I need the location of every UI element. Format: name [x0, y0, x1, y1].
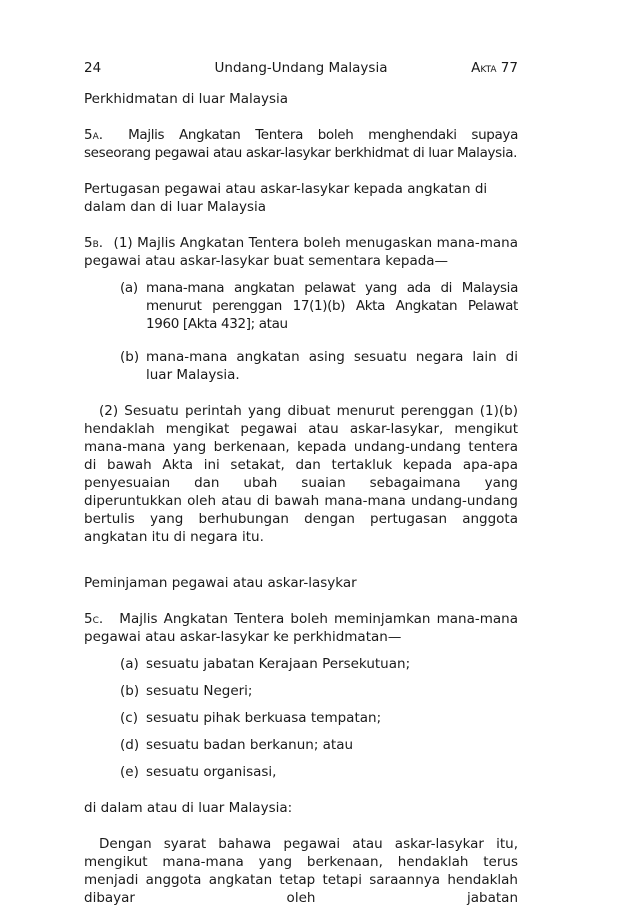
document-page	[84, 60, 518, 907]
page-number: 24	[84, 60, 102, 76]
item-text: mana-mana angkatan pelawat yang ada di Malaysia menurut perenggan 17(1)(b) Akta Angkatan Pelawat 1960 [Akta 432]; atau	[146, 280, 518, 332]
item-text: mana-mana angkatan asing sesuatu negara lain di luar Malaysia.	[146, 349, 518, 383]
header-title: Undang-Undang Malaysia	[214, 60, 388, 76]
section-5b	[84, 234, 518, 270]
item-label: (d)	[120, 737, 140, 753]
section-5a-number: 5a.	[84, 127, 104, 143]
heading-secondment: Peminjaman pegawai atau askar-lasykar	[84, 575, 357, 591]
heading-service-abroad: Perkhidmatan di luar Malaysia	[84, 91, 289, 107]
heading-assignment: Pertugasan pegawai atau askar-lasykar kepada angkatan di dalam dan di luar Malaysia	[84, 181, 488, 215]
running-header	[84, 60, 518, 84]
item-label: (e)	[120, 764, 139, 780]
item-text: sesuatu organisasi,	[146, 764, 277, 780]
section-5c-item-d	[84, 736, 518, 754]
item-label: (b)	[120, 349, 140, 365]
item-label: (a)	[120, 280, 138, 296]
section-5c-tail: di dalam atau di luar Malaysia:	[84, 800, 293, 816]
section-5b-item-a	[84, 279, 518, 333]
item-text: sesuatu Negeri;	[146, 683, 253, 699]
section-5c-item-c	[84, 709, 518, 727]
item-label: (c)	[120, 710, 138, 726]
section-5a-text: Majlis Angkatan Tentera boleh menghendaki supaya seseorang pegawai atau askar-lasykar berkhidmat di luar Malaysia.	[84, 127, 518, 161]
section-5b-item-b	[84, 348, 518, 384]
proviso: Dengan syarat bahawa pegawai atau askar-lasykar itu, mengikut mana-mana yang berkenaan, hendaklah terus menjadi anggota angkatan tetap tetapi saraannya hendaklah dibayar oleh jabatan	[84, 836, 518, 906]
section-5c	[84, 610, 518, 646]
section-5b-text: (1) Majlis Angkatan Tentera boleh menugaskan mana-mana pegawai atau askar-lasykar buat sementara kepada—	[84, 235, 518, 269]
section-5b-subsection-2: (2) Sesuatu perintah yang dibuat menurut perenggan (1)(b) hendaklah mengikat pegawai atau askar-lasykar, mengikut mana-mana yang berkenaan, kepada undang-undang tentera di bawah Akta ini setakat, dan tertakluk kepada apa-apa penyesuaian dan ubah suaian sebagaimana yang diperuntukkan oleh atau di bawah mana-mana undang-undang bertulis yang berhubungan dengan pertugasan anggota angkatan itu di negara itu.	[84, 403, 518, 545]
item-text: sesuatu pihak berkuasa tempatan;	[146, 710, 382, 726]
section-5c-text: Majlis Angkatan Tentera boleh meminjamkan mana-mana pegawai atau askar-lasykar ke perkhidmatan—	[84, 611, 518, 645]
section-5c-number: 5c.	[84, 611, 104, 627]
section-5c-item-a	[84, 655, 518, 673]
item-label: (b)	[120, 683, 140, 699]
item-text: sesuatu badan berkanun; atau	[146, 737, 354, 753]
section-5b-number: 5b.	[84, 235, 104, 251]
section-5c-item-b	[84, 682, 518, 700]
item-label: (a)	[120, 656, 139, 672]
header-act: Akta 77	[471, 60, 518, 76]
item-text: sesuatu jabatan Kerajaan Persekutuan;	[146, 656, 411, 672]
section-5a	[84, 126, 518, 162]
section-5c-item-e	[84, 763, 518, 781]
